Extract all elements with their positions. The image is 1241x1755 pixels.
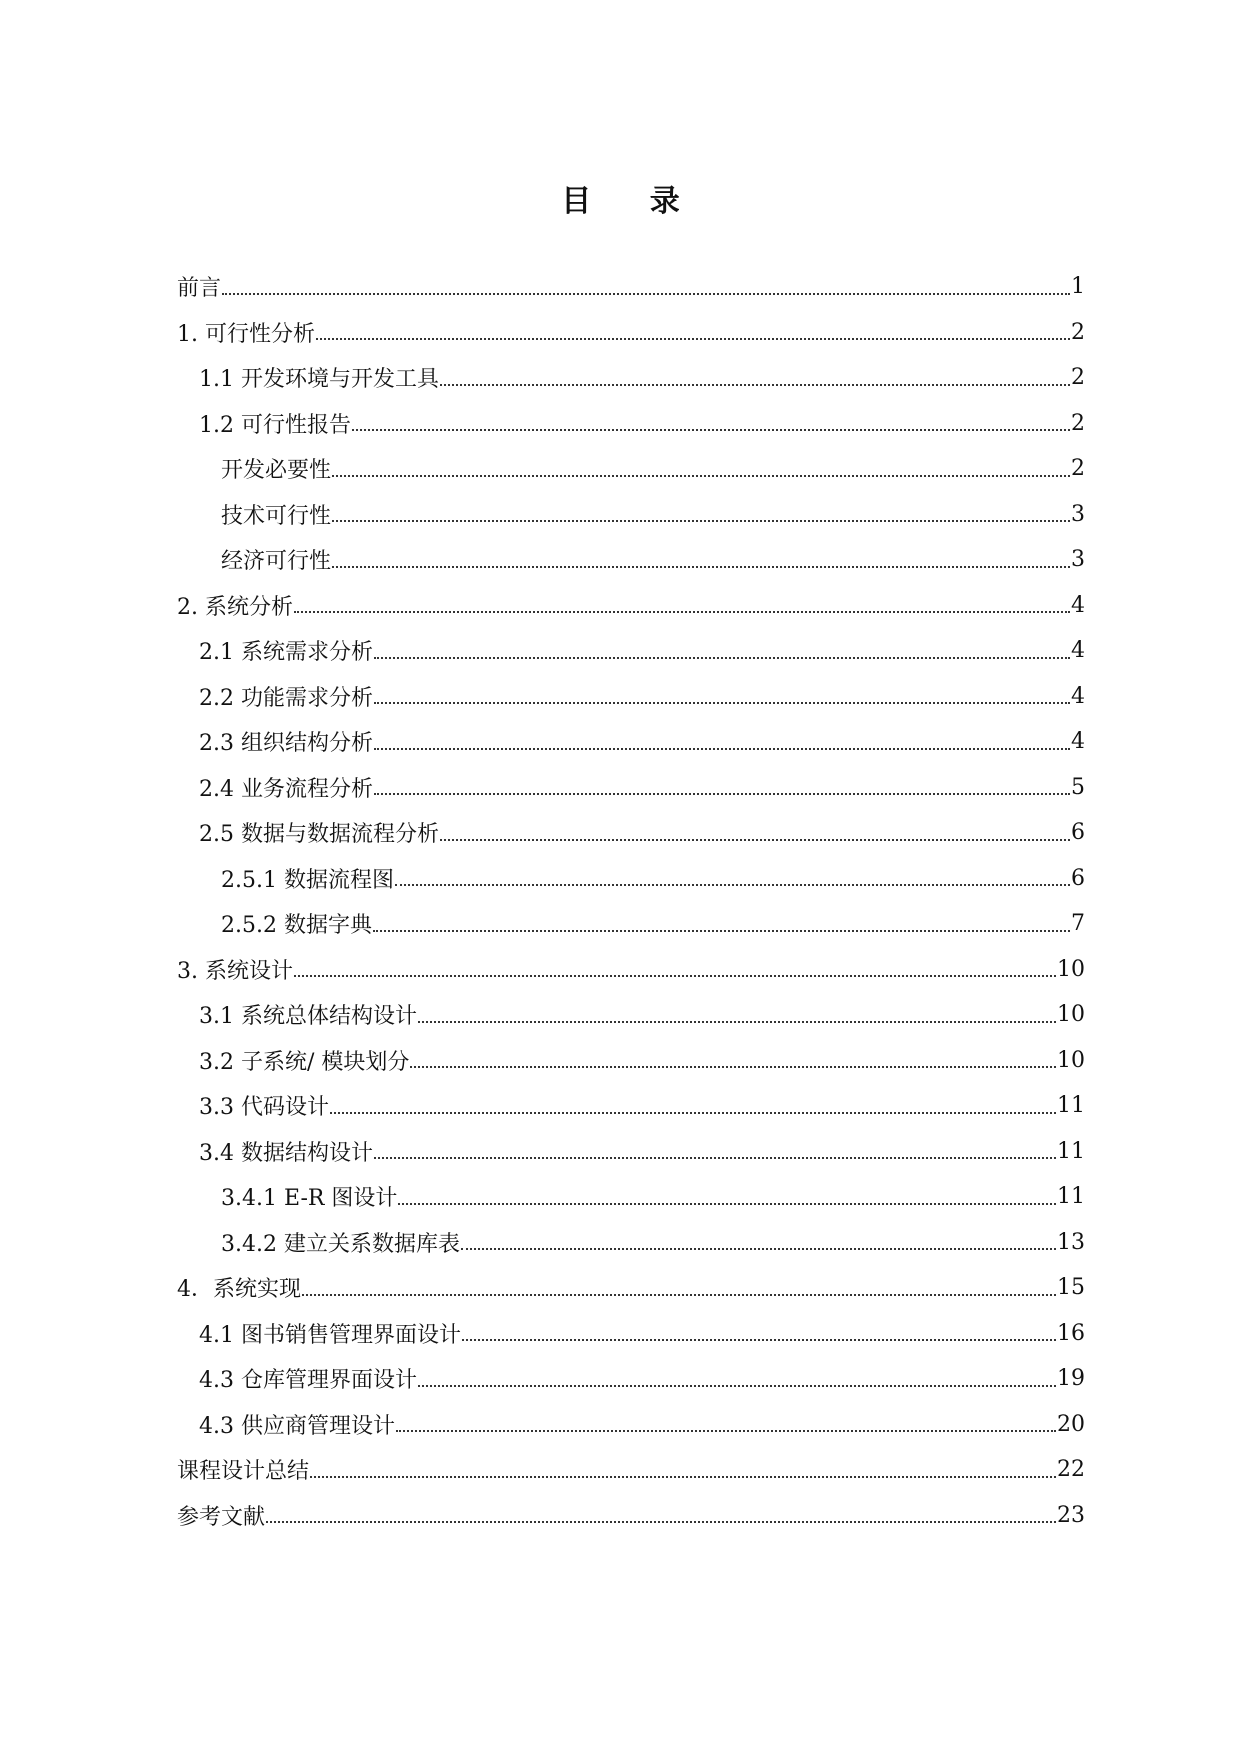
dot-leader (398, 1203, 1056, 1205)
dot-leader (418, 1385, 1056, 1387)
toc-entry[interactable] (177, 1265, 1085, 1311)
toc-entry[interactable] (177, 901, 1085, 947)
toc-entry-label: 经济可行性 (221, 549, 332, 575)
toc-entry-label: 3.3 代码设计 (199, 1095, 329, 1121)
toc-entry-page: 3 (1071, 547, 1085, 573)
toc-entry-page: 4 (1071, 638, 1085, 664)
toc-entry-page: 13 (1057, 1229, 1085, 1255)
toc-entry[interactable] (177, 492, 1085, 538)
toc-entry[interactable] (177, 947, 1085, 993)
dot-leader (374, 702, 1070, 704)
toc-entry-label: 2.2 功能需求分析 (199, 685, 373, 711)
toc-entry-page: 16 (1057, 1320, 1085, 1346)
toc-entry-label: 3.4 数据结构设计 (199, 1140, 373, 1166)
toc-entry-label: 3.4.2 建立关系数据库表 (221, 1231, 460, 1257)
toc-entry[interactable] (177, 1493, 1085, 1539)
toc-entry-page: 11 (1057, 1093, 1085, 1119)
toc-entry-label: 3.1 系统总体结构设计 (199, 1004, 417, 1030)
toc-entry[interactable] (177, 1356, 1085, 1402)
dot-leader (440, 384, 1070, 386)
toc-entry-label: 3.2 子系统/ 模块划分 (199, 1049, 410, 1075)
toc-entry-page: 22 (1057, 1457, 1085, 1483)
toc-entry-label: 2.4 业务流程分析 (199, 776, 373, 802)
toc-entry-label: 3. 系统设计 (177, 958, 293, 984)
toc-entry-label: 4．系统实现 (177, 1277, 301, 1303)
dot-leader (395, 884, 1070, 886)
toc-entry[interactable] (177, 537, 1085, 583)
dot-leader (332, 566, 1070, 568)
dot-leader (316, 338, 1070, 340)
toc-entry-label: 4.1 图书销售管理界面设计 (199, 1322, 461, 1348)
toc-entry[interactable] (177, 1402, 1085, 1448)
dot-leader (352, 429, 1070, 431)
toc-entry[interactable] (177, 992, 1085, 1038)
toc-entry[interactable] (177, 264, 1085, 310)
toc-entry[interactable] (177, 1220, 1085, 1266)
toc-entry-page: 10 (1057, 956, 1085, 982)
toc-entry-page: 1 (1071, 274, 1085, 300)
dot-leader (374, 748, 1070, 750)
toc-entry[interactable] (177, 401, 1085, 447)
toc-entry-page: 2 (1071, 365, 1085, 391)
toc-entry[interactable] (177, 1083, 1085, 1129)
toc-entry-label: 3.4.1 E-R 图设计 (221, 1186, 398, 1212)
toc-entry[interactable] (177, 628, 1085, 674)
dot-leader (410, 1066, 1056, 1068)
toc-entry-page: 6 (1071, 865, 1085, 891)
dot-leader (332, 475, 1070, 477)
toc-entry[interactable] (177, 1038, 1085, 1084)
toc-entry[interactable] (177, 1129, 1085, 1175)
toc-entry-page: 4 (1071, 729, 1085, 755)
toc-entry[interactable] (177, 1311, 1085, 1357)
toc-entry-label: 1. 可行性分析 (177, 321, 315, 347)
dot-leader (418, 1021, 1056, 1023)
toc-entry-page: 4 (1071, 683, 1085, 709)
toc-entry-page: 10 (1057, 1002, 1085, 1028)
toc-entry-label: 参考文献 (177, 1504, 266, 1530)
toc-entry-label: 开发必要性 (221, 458, 332, 484)
toc-entry[interactable] (177, 674, 1085, 720)
toc-entry-page: 11 (1057, 1138, 1085, 1164)
dot-leader (310, 1476, 1056, 1478)
toc-entry-page: 19 (1057, 1366, 1085, 1392)
toc-entry-page: 2 (1071, 456, 1085, 482)
toc-entry-label: 1.1 开发环境与开发工具 (199, 367, 439, 393)
dot-leader (440, 839, 1070, 841)
dot-leader (374, 793, 1070, 795)
toc-entry-page: 10 (1057, 1047, 1085, 1073)
toc-entry-label: 2.5 数据与数据流程分析 (199, 822, 439, 848)
toc-entry-label: 技术可行性 (221, 503, 332, 529)
toc-entry-label: 2.1 系统需求分析 (199, 640, 373, 666)
dot-leader (461, 1248, 1056, 1250)
toc-entry[interactable] (177, 856, 1085, 902)
toc-entry-label: 2.5.1 数据流程图 (221, 867, 394, 893)
toc-entry-page: 23 (1057, 1502, 1085, 1528)
dot-leader (302, 1294, 1056, 1296)
table-of-contents (177, 264, 1085, 1538)
toc-entry-label: 2.5.2 数据字典 (221, 913, 372, 939)
dot-leader (396, 1430, 1056, 1432)
toc-entry-label: 4.3 仓库管理界面设计 (199, 1368, 417, 1394)
toc-entry-page: 6 (1071, 820, 1085, 846)
dot-leader (374, 1157, 1056, 1159)
toc-entry-page: 15 (1057, 1275, 1085, 1301)
toc-entry-label: 前言 (177, 276, 222, 302)
dot-leader (374, 657, 1070, 659)
dot-leader (222, 293, 1070, 295)
toc-entry[interactable] (177, 583, 1085, 629)
toc-entry-page: 4 (1071, 592, 1085, 618)
toc-entry-label: 2. 系统分析 (177, 594, 293, 620)
toc-entry-label: 1.2 可行性报告 (199, 412, 351, 438)
toc-entry-page: 2 (1071, 319, 1085, 345)
toc-entry-page: 7 (1071, 911, 1085, 937)
toc-entry[interactable] (177, 810, 1085, 856)
toc-entry[interactable] (177, 719, 1085, 765)
toc-entry-label: 2.3 组织结构分析 (199, 731, 373, 757)
dot-leader (294, 975, 1056, 977)
dot-leader (462, 1339, 1056, 1341)
dot-leader (266, 1521, 1056, 1523)
toc-entry-page: 5 (1071, 774, 1085, 800)
toc-entry-page: 20 (1057, 1411, 1085, 1437)
toc-entry[interactable] (177, 446, 1085, 492)
toc-entry[interactable] (177, 310, 1085, 356)
dot-leader (294, 611, 1070, 613)
page-title: 目 录 (561, 184, 704, 219)
toc-entry[interactable] (177, 1174, 1085, 1220)
toc-entry[interactable] (177, 765, 1085, 811)
toc-entry-label: 4.3 供应商管理设计 (199, 1413, 395, 1439)
toc-entry[interactable] (177, 355, 1085, 401)
dot-leader (373, 930, 1070, 932)
toc-entry-page: 2 (1071, 410, 1085, 436)
toc-entry-label: 课程设计总结 (177, 1459, 310, 1485)
toc-entry[interactable] (177, 1447, 1085, 1493)
dot-leader (330, 1112, 1056, 1114)
toc-entry-page: 11 (1057, 1184, 1085, 1210)
toc-entry-page: 3 (1071, 501, 1085, 527)
dot-leader (332, 520, 1070, 522)
